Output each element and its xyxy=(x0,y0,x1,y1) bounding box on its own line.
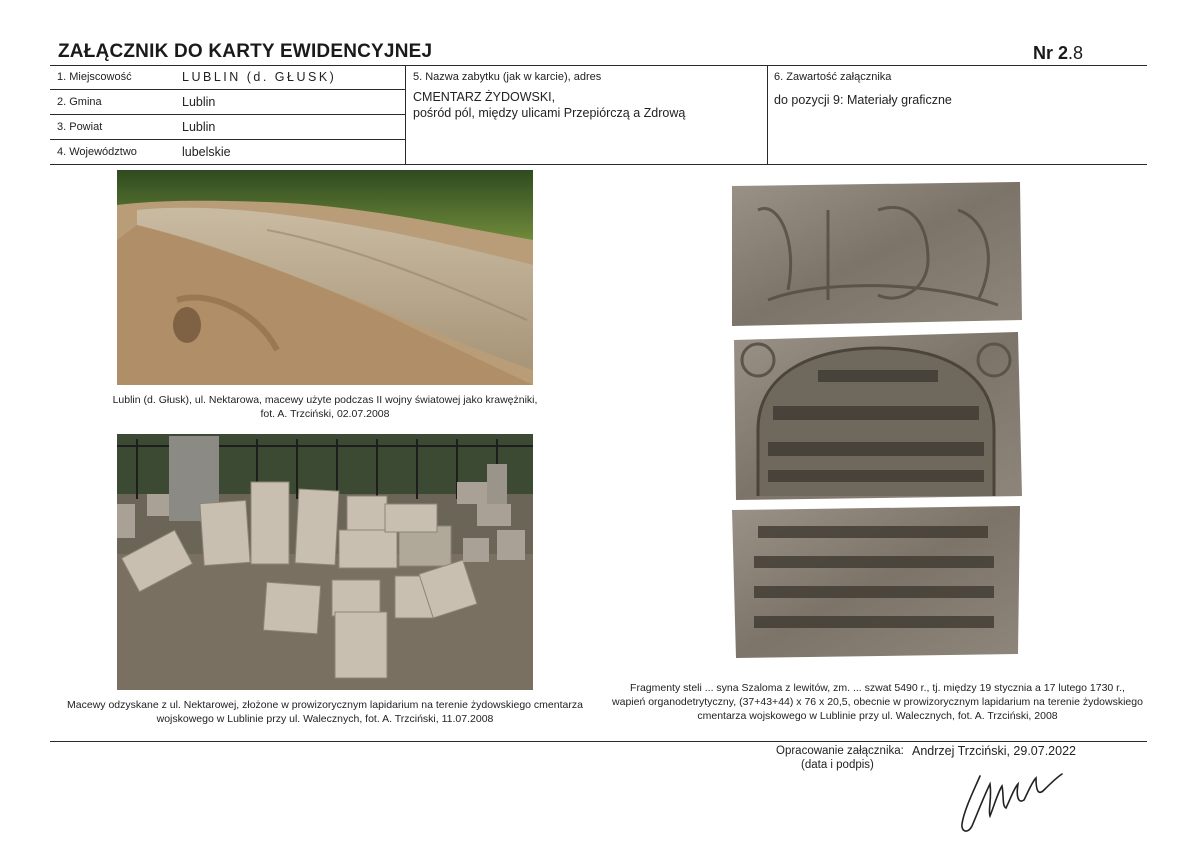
column-divider-1 xyxy=(405,65,406,165)
nazwa-line1: CMENTARZ ŻYDOWSKI, xyxy=(413,90,556,104)
nazwa-label: 5. Nazwa zabytku (jak w karcie), adres xyxy=(413,71,602,83)
row-divider-2 xyxy=(50,114,405,115)
photo1-caption-line1: Lublin (d. Głusk), ul. Nektarowa, macewy użyte podczas II wojny światowej jako krawężniki, xyxy=(112,394,538,406)
photo2-caption-line2: wojskowego w Lublinie przy ul. Walecznych, fot. A. Trzciński, 11.07.2008 xyxy=(156,713,494,725)
photo-lapidarium xyxy=(117,434,533,690)
wojewodztwo-value: lubelskie xyxy=(182,145,231,159)
nr-main: 2 xyxy=(1058,43,1069,63)
photo3-caption xyxy=(605,681,1150,723)
nazwa-line2: pośród pól, między ulicami Przepiórczą a Zdrową xyxy=(413,106,686,120)
photo3-caption-line1: Fragmenty steli ... syna Szaloma z lewitów, zm. ... szwat 5490 r., tj. między 19 stycznia a 17 lutego 1730 r., xyxy=(630,682,1125,694)
zawartosc-value: do pozycji 9: Materiały graficzne xyxy=(774,93,952,107)
nr-prefix: Nr xyxy=(1033,43,1054,63)
row-divider-3 xyxy=(50,139,405,140)
attachment-number xyxy=(1033,43,1083,64)
photo1-caption-line2: fot. A. Trzciński, 02.07.2008 xyxy=(260,408,390,420)
photo2-caption-line1: Macewy odzyskane z ul. Nektarowej, złożone w prowizorycznym lapidarium na terenie żydowskiego cmentarza xyxy=(67,699,583,711)
miejscowosc-label: 1. Miejscowość xyxy=(57,71,132,83)
wojewodztwo-label: 4. Województwo xyxy=(57,146,137,158)
photo3-caption-line3: cmentarza wojskowego w Lublinie przy ul. Walecznych, fot. A. Trzciński, 2008 xyxy=(697,710,1058,722)
handwritten-signature xyxy=(950,762,1080,837)
miejscowosc-value: LUBLIN (d. GŁUSK) xyxy=(182,70,337,84)
photo-stele-fragments xyxy=(728,180,1024,660)
prepared-label: Opracowanie załącznika: xyxy=(776,745,904,757)
row-divider-1 xyxy=(50,89,405,90)
column-divider-2 xyxy=(767,65,768,165)
powiat-value: Lublin xyxy=(182,120,216,134)
gmina-label: 2. Gmina xyxy=(57,96,102,108)
photo3-caption-line2: wapień organodetrytyczny, (37+43+44) x 76 x 20,5, obecnie w prowizorycznym lapidarium na terenie żydowskiego xyxy=(612,696,1143,708)
gmina-value: Lublin xyxy=(182,95,216,109)
footer-divider xyxy=(50,741,1147,742)
author-date: Andrzej Trzciński, 29.07.2022 xyxy=(912,744,1076,758)
photo1-caption xyxy=(60,393,590,421)
powiat-label: 3. Powiat xyxy=(57,121,103,133)
zawartosc-label: 6. Zawartość załącznika xyxy=(774,71,892,83)
table-bottom-border xyxy=(50,164,1147,165)
photo2-caption xyxy=(60,698,590,726)
date-sign-label: (data i podpis) xyxy=(801,759,874,771)
table-top-border xyxy=(50,65,1147,66)
photo-curb-matzevot xyxy=(117,170,533,385)
nr-suffix: .8 xyxy=(1068,43,1084,63)
page-title: ZAŁĄCZNIK DO KARTY EWIDENCYJNEJ xyxy=(58,41,433,62)
